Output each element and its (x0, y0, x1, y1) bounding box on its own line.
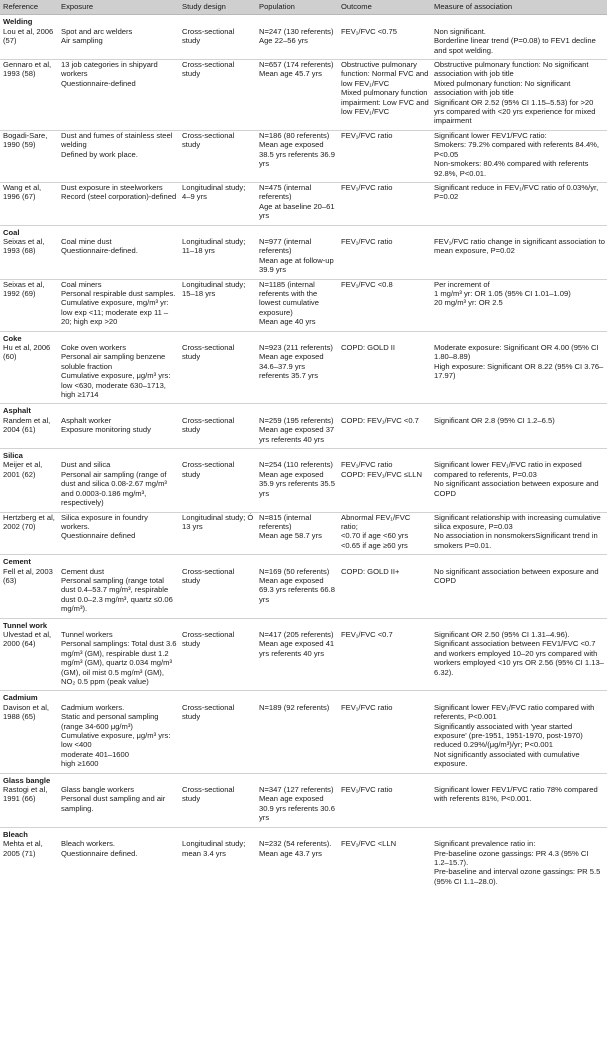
category-label: Welding (3, 17, 33, 27)
table-row (0, 567, 607, 619)
category-row (0, 225, 607, 237)
cell-measure: Significant prevalence ratio in: Pre-baseline ozone gassings: PR 4.3 (95% CI 1.2–15.7). Pre-baseline and interval ozone gassings: PR 5.5 (95% CI 1.1–28.0). (434, 839, 601, 886)
cell-reference: Seixas et al, 1993 (68) (3, 236, 45, 256)
category-label: Bleach (0, 827, 607, 839)
cell-outcome: FEV₁/FVC ratio (338, 130, 431, 182)
cell-outcome: COPD: FEV₁/FVC <0.7 (341, 415, 419, 425)
cell-population: N=1185 (internal referents with the lowest cumulative exposure) Mean age 40 yrs (256, 279, 338, 331)
cell-reference: Ulvestad et al, 2000 (64) (3, 629, 52, 649)
category-label: Glass bangle (0, 773, 607, 785)
cell-exposure: Asphalt worker Exposure monitoring study (61, 415, 151, 435)
cell-measure: Non significant. Borderline linear trend (P=0.08) to FEV1 decline and spot welding. (434, 26, 596, 55)
cell-population: N=247 (130 referents) Age 22–56 yrs (259, 26, 334, 46)
table-row (0, 703, 607, 773)
cell-reference: Davison et al, 1988 (65) (3, 702, 50, 722)
cell-study-design: Longitudinal study; 11–18 yrs (182, 236, 246, 256)
cell-population: N=186 (80 referents) Mean age exposed 38.5 yrs referents 36.9 yrs (256, 130, 338, 182)
cell-exposure: Tunnel workers Personal samplings: Total dust 3.6 mg/m³ (GM), respirable dust 1.2 mg/m³ (GM), quartz 0.034 mg/m³ (GM), oil mist 0.5 mg/m³ (GM), NO₂ 0.5 ppm (peak value) (61, 629, 177, 686)
cell-outcome: FEV₁/FVC ratio (338, 182, 431, 225)
cell-study-design: Cross-sectional study (182, 785, 235, 804)
cell-exposure: Glass bangle workers Personal dust sampling and air sampling. (61, 785, 166, 813)
cell-outcome: Abnormal FEV₁/FVC ratio; <0.70 if age <60 yrs <0.65 if age ≥60 yrs (338, 512, 431, 555)
table-row (0, 460, 607, 512)
cell-exposure: Cement dust Personal sampling (range total dust 0.4–53.7 mg/m³, respirable dust 0.0–2.3 mg/m³, quartz ≤0.06 mg/m³). (61, 566, 173, 614)
category-label: Tunnel work (0, 618, 607, 630)
cell-population: N=657 (174 referents) Mean age 45.7 yrs (256, 60, 338, 131)
table-header (0, 0, 607, 15)
cell-measure: No significant association between exposure and COPD (434, 566, 599, 585)
category-label: Coal (0, 225, 607, 237)
category-row (0, 449, 607, 461)
cell-measure: Significant lower FEV1/FVC ratio 78% compared with referents 81%, P<0.001. (434, 785, 598, 804)
cell-exposure: Silica exposure in foundry workers. Questionnaire defined (58, 512, 179, 555)
cell-study-design: Cross-sectional study (182, 566, 235, 585)
column-header-population: Population (256, 0, 338, 15)
cell-reference: Bogadi-Sare, 1990 (59) (0, 130, 58, 182)
cell-outcome: FEV₁/FVC <0.7 (341, 629, 393, 639)
cell-study-design: Cross-sectional study (182, 26, 235, 46)
cell-population: N=475 (internal referents) Age at baseline 20–61 yrs (256, 182, 338, 225)
table-row (0, 60, 607, 131)
cell-study-design: Cross-sectional study (182, 702, 235, 722)
category-label: Cement (0, 555, 607, 567)
cell-measure: Significant relationship with increasing cumulative silica exposure, P=0.03 No association in nonsmokersSignificant trend in smokers P=0.01. (431, 512, 607, 555)
table-row (0, 27, 607, 60)
category-label: Silica (0, 449, 607, 461)
category-row (0, 15, 607, 27)
cell-population: N=259 (195 referents) Mean age exposed 37 yrs referents 40 yrs (259, 415, 335, 444)
cell-measure: Significant lower FEV₁/FVC ratio compared with referents, P<0.001 Significantly associated with 'year started exposure' (pre-1951, 1951-1970, post-1970) reduced 0.29%/(μg/m³)/yr; P<0.001 Not significantly associated with cumulative exposure. (434, 702, 595, 769)
cell-study-design: Cross-sectional study (179, 60, 256, 131)
column-header-reference: Reference (0, 0, 58, 15)
cell-study-design: Cross-sectional study (182, 415, 235, 435)
category-row (0, 331, 607, 343)
cell-outcome: FEV₁/FVC <LLN (341, 839, 397, 849)
cell-reference: Meijer et al, 2001 (62) (3, 460, 43, 479)
cell-exposure: Coke oven workers Personal air sampling benzene soluble fraction Cumulative exposure, μg/m³ yrs: low <630, moderate 630–1713, high ≥1714 (61, 343, 171, 400)
cell-outcome: Obstructive pulmonary function: Normal FVC and low FEV₁/FVC Mixed pulmonary function impairment: Low FVC and low FEV₁/FVC (338, 60, 431, 131)
category-row (0, 618, 607, 630)
cell-study-design: Longitudinal study; 4–9 yrs (179, 182, 256, 225)
table-row (0, 630, 607, 691)
cell-outcome: FEV₁/FVC ratio COPD: FEV₁/FVC ≤LLN (341, 460, 422, 479)
cell-outcome: COPD: GOLD II (341, 343, 396, 352)
category-row (0, 691, 607, 703)
cell-measure: Significant lower FEV1/FVC ratio: Smokers: 79.2% compared with referents 84.4%, P<0.05 Non-smokers: 80.4% compared with referents 92.8%, P<0.01. (431, 130, 607, 182)
category-row (0, 773, 607, 785)
category-label: Coke (0, 331, 607, 343)
cell-reference: Fell et al, 2003 (63) (3, 566, 53, 585)
cell-outcome: FEV₁/FVC ratio (341, 236, 393, 246)
category-row (0, 555, 607, 567)
cell-population: N=417 (205 referents) Mean age exposed 41 yrs referents 40 yrs (259, 629, 335, 658)
cell-measure: Per increment of 1 mg/m³ yr: OR 1.05 (95% CI 1.01–1.09) 20 mg/m³ yr: OR 2.5 (431, 279, 607, 331)
cell-reference: Rastogi et al, 1991 (66) (3, 785, 48, 804)
cell-population: N=815 (internal referents) Mean age 58.7 yrs (256, 512, 338, 555)
cell-measure: Moderate exposure: Significant OR 4.00 (95% CI 1.80–8.89) High exposure: Significant OR 8.22 (95% CI 3.76–17.97) (434, 343, 604, 381)
category-label: Cadmium (0, 691, 607, 703)
cell-measure: Significant OR 2.8 (95% CI 1.2–6.5) (434, 415, 555, 425)
cell-population: N=232 (54 referents). Mean age 43.7 yrs (259, 839, 332, 858)
table-row (0, 182, 607, 225)
cell-reference: Lou et al, 2006 (57) (3, 26, 54, 46)
cell-measure: FEV₁/FVC ratio change in significant association to mean exposure, P=0.02 (434, 236, 605, 256)
cell-measure: Significant reduce in FEV₁/FVC ratio of 0.03%/yr, P=0.02 (431, 182, 607, 225)
table-row (0, 237, 607, 279)
table-row (0, 416, 607, 449)
cell-study-design: Longitudinal study; mean 3.4 yrs (182, 839, 246, 858)
cell-outcome: FEV₁/FVC ratio (341, 785, 393, 795)
cell-population: N=254 (110 referents) Mean age exposed 35.9 yrs referents 35.5 yrs (259, 460, 335, 498)
table-row (0, 343, 607, 404)
cell-population: N=347 (127 referents) Mean age exposed 30.9 yrs referents 30.6 yrs (259, 785, 335, 823)
category-row (0, 404, 607, 416)
table-row (0, 839, 607, 890)
column-header-measure: Measure of association (431, 0, 607, 15)
cell-exposure: Cadmium workers. Static and personal sampling (range 34-600 μg/m³) Cumulative exposure, μg/m³ yrs: low <400 moderate 401–1600 high ≥1600 (61, 702, 171, 769)
table-row (0, 512, 607, 555)
cell-outcome: FEV₁/FVC <0.75 (341, 26, 397, 36)
header-row (0, 0, 607, 15)
cell-measure: Significant lower FEV₁/FVC ratio in exposed compared to referents, P=0.03 No significant association between exposure and COPD (434, 460, 599, 498)
cell-exposure: Dust and fumes of stainless steel welding Defined by work place. (58, 130, 179, 182)
cell-reference: Mehta et al, 2005 (71) (3, 839, 43, 858)
cell-reference: Wang et al, 1996 (67) (0, 182, 58, 225)
cell-study-design: Cross-sectional study (179, 130, 256, 182)
cell-measure: Significant OR 2.50 (95% CI 1.31–4.96). Significant association between FEV1/FVC <0.7 and workers employed 10–20 yrs compared with workers employed <10 yrs OR 2.56 (95% CI 1.13–6.32). (434, 629, 604, 677)
cell-study-design: Longitudinal study; 15–18 yrs (179, 279, 256, 331)
cell-study-design: Longitudinal study; Ó 13 yrs (179, 512, 256, 555)
cell-population: N=169 (50 referents) Mean age exposed 69.3 yrs referents 66.8 yrs (259, 566, 335, 604)
cell-outcome: FEV₁/FVC ratio (341, 702, 393, 712)
cell-reference: Hertzberg et al, 2002 (70) (0, 512, 58, 555)
cell-exposure: Dust exposure in steelworkers Record (steel corporation)-defined (58, 182, 179, 225)
cell-exposure: Spot and arc welders Air sampling (61, 26, 133, 46)
column-header-exposure: Exposure (58, 0, 179, 15)
category-label: Asphalt (0, 404, 607, 416)
cell-reference: Gennaro et al, 1993 (58) (0, 60, 58, 131)
cell-outcome: FEV₁/FVC <0.8 (338, 279, 431, 331)
column-header-study-design: Study design (179, 0, 256, 15)
cell-reference: Randem et al, 2004 (61) (3, 415, 51, 435)
table-body (0, 15, 607, 890)
cell-population: N=977 (internal referents) Mean age at follow-up 39.9 yrs (259, 236, 334, 275)
cell-exposure: Dust and silica Personal air sampling (range of dust and silica 0.08-2.67 mg/m³ and 0.0003-0.186 mg/m³, respectively) (61, 460, 167, 508)
cell-study-design: Cross-sectional study (182, 343, 235, 362)
cell-study-design: Cross-sectional study (182, 460, 235, 479)
cell-measure: Obstructive pulmonary function: No significant association with job title Mixed pulmonary function: No significant association with job title Significant OR 2.52 (95% CI 1.15–5.53) for >20 yrs compared with <20 yrs experience for mixed impairment (431, 60, 607, 131)
category-row (0, 827, 607, 839)
table-row (0, 279, 607, 331)
cell-exposure: Coal miners Personal respirable dust samples. Cumulative exposure, mg/m³ yr: low exp <11; moderate exp 11 – 20; high exp >20 (58, 279, 179, 331)
column-header-outcome: Outcome (338, 0, 431, 15)
table-row (0, 785, 607, 827)
cell-population: N=189 (92 referents) (259, 702, 330, 712)
cell-exposure: 13 job categories in shipyard workers Questionnaire-defined (58, 60, 179, 131)
cell-study-design: Cross-sectional study (182, 629, 235, 649)
cell-exposure: Bleach workers. Questionnaire defined. (61, 839, 138, 858)
cell-population: N=923 (211 referents) Mean age exposed 34.6–37.9 yrs referents 35.7 yrs (259, 343, 333, 381)
cell-outcome: COPD: GOLD II+ (341, 566, 400, 576)
cell-reference: Seixas et al, 1992 (69) (0, 279, 58, 331)
cell-reference: Hu et al, 2006 (60) (3, 343, 51, 362)
table-row (0, 130, 607, 182)
cell-exposure: Coal mine dust Questionnaire-defined. (61, 236, 138, 256)
